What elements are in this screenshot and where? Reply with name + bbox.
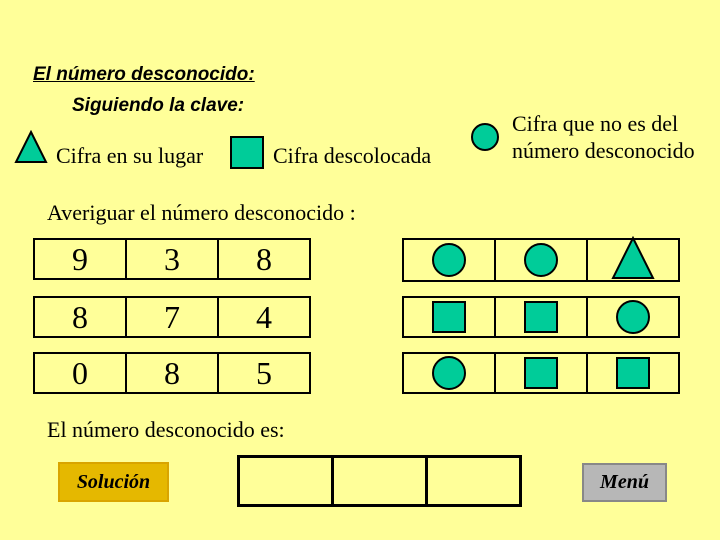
clue-cell <box>403 297 495 337</box>
guess-row <box>34 239 310 279</box>
square-icon <box>524 357 558 389</box>
menu-button[interactable]: Menú <box>582 463 667 502</box>
clue-row <box>403 297 679 337</box>
clue-cell <box>495 297 587 337</box>
digit-cell: 8 <box>126 353 218 393</box>
circle-icon <box>524 243 558 277</box>
legend-circle-label <box>512 110 695 164</box>
square-icon <box>524 301 558 333</box>
clue-cell <box>587 297 679 337</box>
legend-square-label: Cifra descolocada <box>273 143 432 168</box>
digit-cell: 4 <box>218 297 310 337</box>
clue-cell <box>587 353 679 393</box>
guess-digits-table <box>33 296 311 338</box>
digit-cell: 7 <box>126 297 218 337</box>
digit-cell: 0 <box>34 353 126 393</box>
clue-table <box>402 352 680 394</box>
answer-digit-box[interactable] <box>333 457 427 506</box>
page-subtitle: Siguiendo la clave: <box>72 95 245 116</box>
circle-icon <box>432 356 466 390</box>
guess-row <box>34 353 310 393</box>
clue-cell <box>495 239 587 281</box>
guess-row <box>34 297 310 337</box>
digit-cell: 5 <box>218 353 310 393</box>
triangle-icon <box>14 130 48 169</box>
clue-row <box>403 353 679 393</box>
circle-icon <box>471 123 499 151</box>
answer-digit-box[interactable] <box>427 457 521 506</box>
guess-digits-table <box>33 352 311 394</box>
digit-cell: 3 <box>126 239 218 279</box>
square-icon <box>230 136 264 169</box>
legend-circle-line2: número desconocido <box>512 138 695 163</box>
legend-triangle-label: Cifra en su lugar <box>56 143 204 168</box>
clue-table <box>402 296 680 338</box>
guess-digits-table <box>33 238 311 280</box>
legend-circle-line1: Cifra que no es del <box>512 111 679 136</box>
clue-row <box>403 239 679 281</box>
circle-icon <box>616 300 650 334</box>
clue-table <box>402 238 680 282</box>
answer-row <box>239 457 521 506</box>
clue-cell <box>403 239 495 281</box>
digit-cell: 8 <box>34 297 126 337</box>
digit-cell: 9 <box>34 239 126 279</box>
page-title: El número desconocido: <box>33 64 255 85</box>
triangle-icon <box>611 236 655 280</box>
answer-label: El número desconocido es: <box>47 417 285 442</box>
clue-cell <box>587 239 679 281</box>
answer-boxes <box>237 455 522 507</box>
instruction-text: Averiguar el número desconocido : <box>47 200 356 225</box>
clue-cell <box>403 353 495 393</box>
circle-icon <box>432 243 466 277</box>
square-icon <box>432 301 466 333</box>
square-icon <box>616 357 650 389</box>
clue-cell <box>495 353 587 393</box>
solution-button[interactable]: Solución <box>58 462 169 502</box>
answer-digit-box[interactable] <box>239 457 333 506</box>
digit-cell: 8 <box>218 239 310 279</box>
